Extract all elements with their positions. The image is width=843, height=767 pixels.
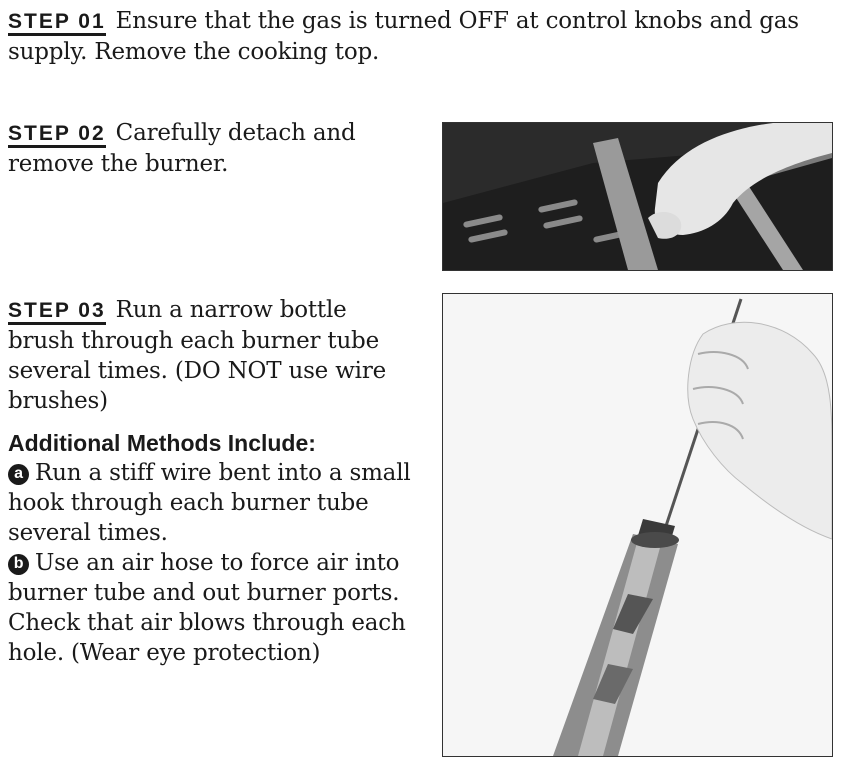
method-b: [8, 548, 428, 668]
step-01-text: Ensure that the gas is turned OFF at control knobs and gas supply. Remove the cooking top.: [8, 8, 799, 65]
step-03-label: STEP 03: [8, 299, 106, 325]
step-03: [8, 295, 408, 416]
method-b-text: Use an air hose to force air into burner tube and out burner ports. Check that air blows through each hole. (Wear eye protection): [8, 550, 406, 666]
method-a-text: Run a stiff wire bent into a small hook through each burner tube several times.: [8, 460, 411, 546]
step-02-label: STEP 02: [8, 122, 106, 148]
step-01: [8, 6, 838, 67]
step-02: [8, 118, 408, 179]
method-a: [8, 458, 428, 548]
step-01-label: STEP 01: [8, 10, 106, 36]
badge-a-icon: a: [8, 464, 29, 485]
additional-methods-title: Additional Methods Include:: [8, 430, 316, 456]
burner-removal-illustration: [443, 123, 832, 270]
badge-b-icon: b: [8, 554, 29, 575]
burner-removal-photo: [442, 122, 833, 271]
additional-methods: [8, 428, 428, 668]
bottle-brush-photo: [442, 293, 833, 757]
step-02-text: Carefully detach and remove the burner.: [8, 120, 356, 177]
step-03-text: Run a narrow bottle brush through each burner tube several times. (DO NOT use wire brushes): [8, 297, 387, 414]
bottle-brush-illustration: [443, 294, 832, 756]
